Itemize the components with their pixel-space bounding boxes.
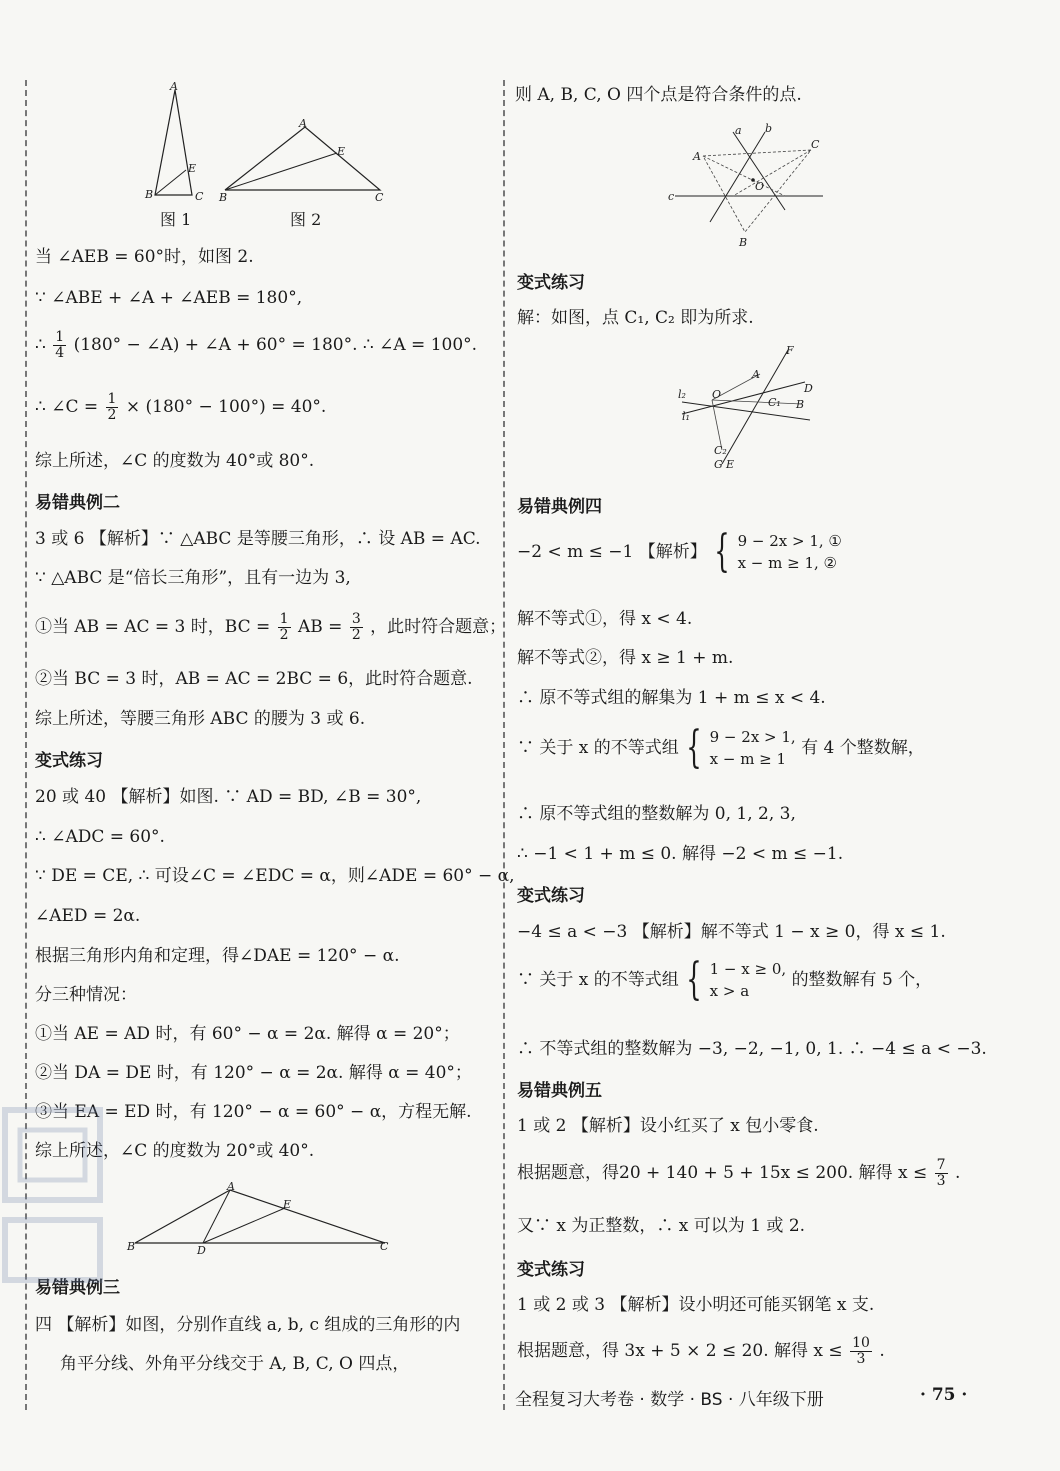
right-column: [505, 0, 1060, 1471]
fraction: [106, 392, 119, 423]
inequality: 1 − x ≥ 0,: [709, 960, 787, 978]
figure-2: [215, 115, 395, 210]
label-C: C: [195, 190, 204, 203]
text-line: ∴ ∠ADC = 60°.: [35, 827, 165, 847]
text: (180° − ∠A) + ∠A + 60° = 180°. ∴ ∠A = 100°.: [73, 335, 478, 355]
fraction: [935, 1158, 948, 1189]
label-B: B: [127, 1240, 136, 1253]
text-line-fraction: [517, 1158, 960, 1189]
label-b: b: [765, 122, 773, 135]
label-B: B: [739, 236, 748, 249]
text: ∵ 关于 x 的不等式组: [517, 970, 679, 990]
text-line: ②当 BC = 3 时，AB = AC = 2BC = 6，此时符合题意.: [35, 669, 473, 689]
label-A: A: [170, 80, 178, 93]
fraction: [53, 330, 66, 361]
fraction: [278, 612, 291, 643]
section-heading: 易错典例四: [517, 497, 602, 517]
numerator: 1: [107, 391, 117, 407]
page-number: · 75 ·: [920, 1385, 968, 1405]
label-A: A: [752, 368, 760, 381]
denominator: 2: [107, 407, 117, 423]
text-line: 四 【解析】如图，分别作直线 a, b, c 组成的三角形的内: [35, 1315, 461, 1335]
text-line: 综上所述，等腰三角形 ABC 的腰为 3 或 6.: [35, 709, 366, 729]
text: 的整数解有 5 个，: [791, 970, 933, 990]
denominator: 3: [936, 1173, 946, 1189]
text-line: 20 或 40 【解析】如图. ∵ AD = BD, ∠B = 30°,: [35, 787, 422, 807]
denominator: 4: [55, 345, 65, 361]
text-line-system: [517, 526, 842, 577]
label-F: F: [786, 344, 794, 357]
text: −2 < m ≤ −1 【解析】: [517, 542, 707, 562]
figure-construction: [670, 342, 820, 474]
text: 根据题意，得 3x + 5 × 2 ≤ 20. 解得 x ≤: [517, 1341, 843, 1361]
text: ①当 AB = AC = 3 时，BC =: [35, 617, 271, 637]
label-c: c: [668, 190, 675, 203]
text-line: ∵ △ABC 是“倍长三角形”，且有一边为 3,: [35, 568, 351, 588]
label-C: C: [375, 191, 384, 204]
text-line-system: [517, 722, 925, 773]
text-line: ∵ ∠ABE + ∠A + ∠AEB = 180°,: [35, 288, 303, 308]
denominator: 3: [856, 1351, 866, 1367]
label-G: G: [714, 458, 723, 471]
text-line: ∴ 原不等式组的整数解为 0, 1, 2, 3,: [517, 804, 796, 824]
text-line: ∵ DE = CE, ∴ 可设∠C = ∠EDC = α，则∠ADE = 60° − α,: [35, 866, 515, 886]
label-D: D: [197, 1244, 206, 1257]
section-heading: 变式练习: [517, 886, 585, 906]
numerator: 1: [279, 611, 289, 627]
section-heading: 变式练习: [35, 751, 103, 771]
label-E: E: [283, 1198, 292, 1211]
numerator: 1: [55, 329, 65, 345]
text-line: 角平分线、外角平分线交于 A, B, C, O 四点，: [60, 1354, 410, 1374]
text: .: [879, 1341, 885, 1361]
figure-2-caption: 图 2: [290, 210, 322, 229]
text-line: ∴ −1 < 1 + m ≤ 0. 解得 −2 < m ≤ −1.: [517, 844, 844, 864]
text-line-fraction: [35, 392, 326, 423]
text-line: ∴ 原不等式组的解集为 1 + m ≤ x < 4.: [517, 688, 826, 708]
text-line: 1 或 2 或 3 【解析】设小明还可能买钢笔 x 支.: [517, 1295, 875, 1315]
inequality: x − m ≥ 1: [709, 750, 787, 768]
label-C: C: [811, 138, 820, 151]
text: ∴: [35, 335, 46, 355]
text-line-fraction: [35, 612, 506, 643]
text-line-fraction: [35, 330, 477, 361]
section-heading: 变式练习: [517, 273, 585, 293]
label-O: O: [712, 388, 722, 401]
text-line: 解不等式①，得 x < 4.: [517, 609, 693, 629]
label-O: O: [755, 180, 765, 193]
section-heading: 易错典例五: [517, 1081, 602, 1101]
text: 有 4 个整数解，: [801, 738, 925, 758]
inequality: x > a: [709, 982, 750, 1000]
inequality-system: [738, 530, 842, 574]
text-line: 解不等式②，得 x ≥ 1 + m.: [517, 648, 734, 668]
text: 根据题意，得20 + 140 + 5 + 15x ≤ 200. 解得 x ≤: [517, 1163, 928, 1183]
brace-icon: {: [686, 954, 702, 1005]
text-line: ∴ 不等式组的整数解为 −3, −2, −1, 0, 1. ∴ −4 ≤ a < −3.: [517, 1039, 987, 1059]
text-line: 综上所述，∠C 的度数为 20°或 40°.: [35, 1141, 315, 1161]
denominator: 2: [279, 627, 289, 643]
figure-1: [140, 80, 220, 210]
label-C: C: [380, 1240, 389, 1253]
numerator: 7: [936, 1157, 946, 1173]
label-E: E: [726, 458, 735, 471]
denominator: 2: [351, 627, 361, 643]
figure-1-caption: 图 1: [160, 210, 192, 229]
text-line: 根据三角形内角和定理，得∠DAE = 120° − α.: [35, 946, 400, 966]
text: .: [954, 1163, 961, 1183]
label-B: B: [796, 398, 805, 411]
numerator: 10: [852, 1335, 870, 1351]
text-line: 3 或 6 【解析】∵ △ABC 是等腰三角形，∴ 设 AB = AC.: [35, 529, 481, 549]
fraction: [350, 612, 363, 643]
inequality: 9 − 2x > 1, ①: [737, 532, 842, 550]
section-heading: 易错典例二: [35, 493, 120, 513]
label-B: B: [219, 191, 228, 204]
text-line: 综上所述，∠C 的度数为 40°或 80°.: [35, 451, 315, 471]
label-E: E: [337, 145, 346, 158]
brace-icon: {: [686, 722, 702, 773]
text: ∵ 关于 x 的不等式组: [517, 738, 679, 758]
watermark-stamp: [0, 1100, 200, 1380]
label-B: B: [145, 188, 154, 201]
text: ∴ ∠C =: [35, 397, 99, 417]
inequality: 9 − 2x > 1,: [709, 728, 796, 746]
text-line: 当 ∠AEB = 60°时，如图 2.: [35, 247, 254, 267]
label-l1: l₁: [682, 410, 690, 423]
label-a: a: [735, 124, 742, 137]
inequality-system: [710, 726, 796, 770]
text: × (180° − 100°) = 40°.: [125, 397, 327, 417]
fraction: [850, 1336, 872, 1367]
text-line: ∠AED = 2α.: [35, 906, 141, 926]
text: AB =: [297, 617, 343, 637]
inequality-system: [710, 958, 787, 1002]
text-line: ③当 EA = ED 时，有 120° − α = 60° − α，方程无解.: [35, 1102, 472, 1122]
figure-bisectors: [665, 120, 835, 250]
section-heading: 易错典例三: [35, 1278, 120, 1298]
brace-icon: {: [714, 526, 730, 577]
label-C2: C₂: [714, 444, 727, 457]
text: ，此时符合题意；: [370, 617, 507, 637]
text-line: 解：如图，点 C₁, C₂ 即为所求.: [517, 308, 754, 328]
label-E: E: [188, 162, 197, 175]
text-line-fraction: [517, 1336, 885, 1367]
text-line: ①当 AE = AD 时，有 60° − α = 2α. 解得 α = 20°；: [35, 1024, 460, 1044]
label-D: D: [804, 382, 813, 395]
label-A: A: [693, 150, 701, 163]
text-line: 1 或 2 【解析】设小红买了 x 包小零食.: [517, 1116, 819, 1136]
label-A: A: [299, 117, 307, 130]
text-line: 则 A, B, C, O 四个点是符合条件的点.: [515, 85, 802, 105]
text-line: 又∵ x 为正整数，∴ x 可以为 1 或 2.: [517, 1216, 806, 1236]
label-l2: l₂: [678, 388, 686, 401]
footer-title: 全程复习大考卷 · 数学 · BS · 八年级下册: [515, 1390, 824, 1410]
text-line: ②当 DA = DE 时，有 120° − α = 2α. 解得 α = 40°；: [35, 1063, 472, 1083]
text-line: −4 ≤ a < −3 【解析】解不等式 1 − x ≥ 0，得 x ≤ 1.: [517, 922, 946, 942]
text-line-system: [517, 954, 933, 1005]
label-C1: C₁: [768, 396, 781, 409]
numerator: 3: [351, 611, 361, 627]
text-line: 分三种情况：: [35, 985, 137, 1005]
inequality: x − m ≥ 1, ②: [737, 554, 837, 572]
label-A: A: [227, 1180, 235, 1193]
section-heading: 变式练习: [517, 1260, 585, 1280]
